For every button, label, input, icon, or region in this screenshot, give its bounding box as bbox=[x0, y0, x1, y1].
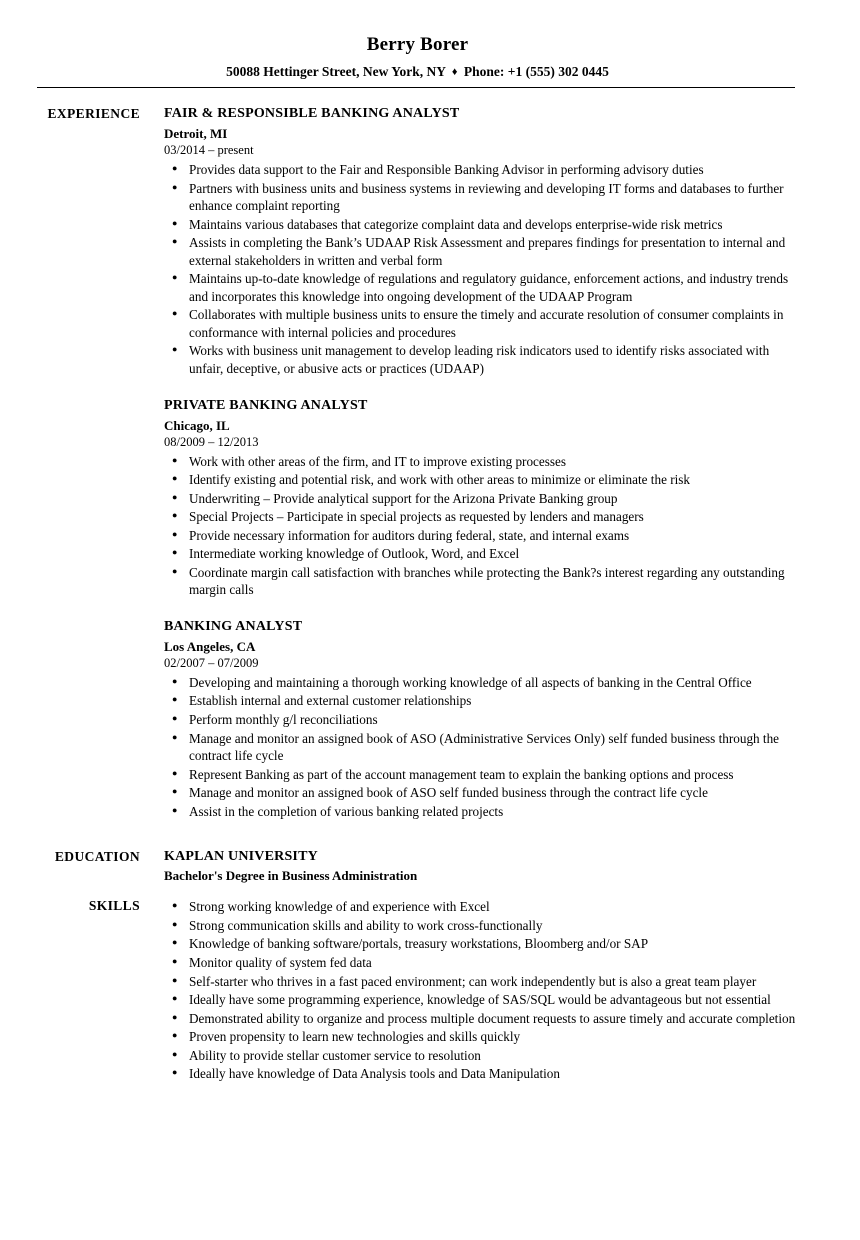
list-item: ● Assist in the completion of various banking related projects bbox=[164, 803, 805, 821]
list-item: ● Partners with business units and business systems in reviewing and developing IT forms and databases to further enhance complaint reporting bbox=[164, 180, 805, 215]
list-item: ● Developing and maintaining a thorough working knowledge of all aspects of banking in the Central Office bbox=[164, 674, 805, 692]
list-item: ● Intermediate working knowledge of Outlook, Word, and Excel bbox=[164, 545, 805, 563]
list-item: ● Underwriting – Provide analytical support for the Arizona Private Banking group bbox=[164, 490, 805, 508]
list-item: ● Strong working knowledge of and experience with Excel bbox=[164, 898, 805, 916]
list-item: ● Ideally have knowledge of Data Analysis tools and Data Manipulation bbox=[164, 1065, 805, 1083]
list-item: ● Collaborates with multiple business units to ensure the timely and accurate resolution of consumer complaints in conformance with internal policies and procedures bbox=[164, 306, 805, 341]
contact-address: 50088 Hettinger Street, New York, NY bbox=[226, 64, 446, 79]
list-item: ● Monitor quality of system fed data bbox=[164, 954, 805, 972]
list-item: ● Proven propensity to learn new technologies and skills quickly bbox=[164, 1028, 805, 1046]
job-dates: 08/2009 – 12/2013 bbox=[164, 434, 259, 449]
skills-bullets bbox=[164, 898, 805, 1082]
contact-line bbox=[30, 64, 805, 80]
section-label-experience: EXPERIENCE bbox=[47, 106, 140, 121]
list-item: ● Manage and monitor an assigned book of ASO (Administrative Services Only) self funded business through the contract life cycle bbox=[164, 730, 805, 765]
section-education bbox=[30, 849, 805, 884]
list-item: ● Identify existing and potential risk, and work with other areas to minimize or eliminate the risk bbox=[164, 471, 805, 489]
header-divider bbox=[37, 87, 795, 88]
education-school: KAPLAN UNIVERSITY bbox=[164, 849, 318, 865]
job-bullets bbox=[164, 453, 805, 599]
job-bullets bbox=[164, 674, 805, 820]
list-item: ● Maintains up-to-date knowledge of regulations and regulatory guidance, enforcement actions, and industry trends and incorporates this knowledge into ongoing development of the UDAAP Program bbox=[164, 270, 805, 305]
list-item: ● Provides data support to the Fair and Responsible Banking Advisor in performing advisory duties bbox=[164, 161, 805, 179]
list-item: ● Coordinate margin call satisfaction with branches while protecting the Bank?s interest regarding any outstanding margin calls bbox=[164, 564, 805, 599]
job-title: PRIVATE BANKING ANALYST bbox=[164, 397, 368, 413]
list-item: ● Manage and monitor an assigned book of ASO self funded business through the contract life cycle bbox=[164, 784, 805, 802]
list-item: ● Strong communication skills and ability to work cross-functionally bbox=[164, 917, 805, 935]
education-degree: Bachelor's Degree in Business Administration bbox=[164, 868, 418, 884]
job-entry bbox=[164, 619, 805, 820]
list-item: ● Special Projects – Participate in special projects as requested by lenders and managers bbox=[164, 508, 805, 526]
job-title: FAIR & RESPONSIBLE BANKING ANALYST bbox=[164, 106, 460, 121]
list-item: ● Ability to provide stellar customer service to resolution bbox=[164, 1047, 805, 1065]
diamond-separator-icon: ♦ bbox=[451, 66, 458, 78]
list-item: ● Represent Banking as part of the account management team to explain the banking options and process bbox=[164, 766, 805, 784]
candidate-name: Berry Borer bbox=[366, 34, 469, 55]
list-item: ● Provide necessary information for auditors during federal, state, and internal exams bbox=[164, 527, 805, 545]
list-item: ● Self-starter who thrives in a fast paced environment; can work independently but is also a great team player bbox=[164, 973, 805, 991]
list-item: ● Works with business unit management to develop leading risk indicators used to identify risks associated with unfair, deceptive, or abusive acts or practices (UDAAP) bbox=[164, 342, 805, 377]
section-skills bbox=[30, 898, 805, 1083]
job-dates: 02/2007 – 07/2009 bbox=[164, 655, 259, 670]
job-title: BANKING ANALYST bbox=[164, 618, 303, 634]
list-item: ● Work with other areas of the firm, and IT to improve existing processes bbox=[164, 453, 805, 471]
section-label-skills: SKILLS bbox=[88, 898, 140, 914]
job-location: Chicago, IL bbox=[164, 417, 230, 433]
list-item: ● Perform monthly g/l reconciliations bbox=[164, 711, 805, 729]
experience-body bbox=[158, 106, 805, 821]
list-item: ● Demonstrated ability to organize and process multiple document requests to assure timely and accurate completion bbox=[164, 1010, 805, 1028]
list-item: ● Maintains various databases that categorize complaint data and develops enterprise-wide risk metrics bbox=[164, 216, 805, 234]
job-location: Los Angeles, CA bbox=[164, 638, 256, 654]
job-dates: 03/2014 – present bbox=[164, 143, 254, 157]
section-label-education: EDUCATION bbox=[54, 849, 140, 865]
job-entry bbox=[164, 398, 805, 599]
skills-body bbox=[158, 898, 805, 1083]
list-item: ● Ideally have some programming experience, knowledge of SAS/SQL would be advantageous but not essential bbox=[164, 991, 805, 1009]
section-experience bbox=[30, 106, 805, 821]
contact-phone: Phone: +1 (555) 302 0445 bbox=[463, 64, 609, 79]
list-item: ● Establish internal and external customer relationships bbox=[164, 692, 805, 710]
job-location: Detroit, MI bbox=[164, 126, 228, 141]
education-body bbox=[158, 849, 805, 884]
list-item: ● Assists in completing the Bank’s UDAAP Risk Assessment and prepares findings for presentation to internal and external stakeholders in written and verbal form bbox=[164, 234, 805, 269]
list-item: ● Knowledge of banking software/portals, treasury workstations, Bloomberg and/or SAP bbox=[164, 935, 805, 953]
job-bullets bbox=[164, 161, 805, 378]
job-entry bbox=[164, 106, 805, 378]
